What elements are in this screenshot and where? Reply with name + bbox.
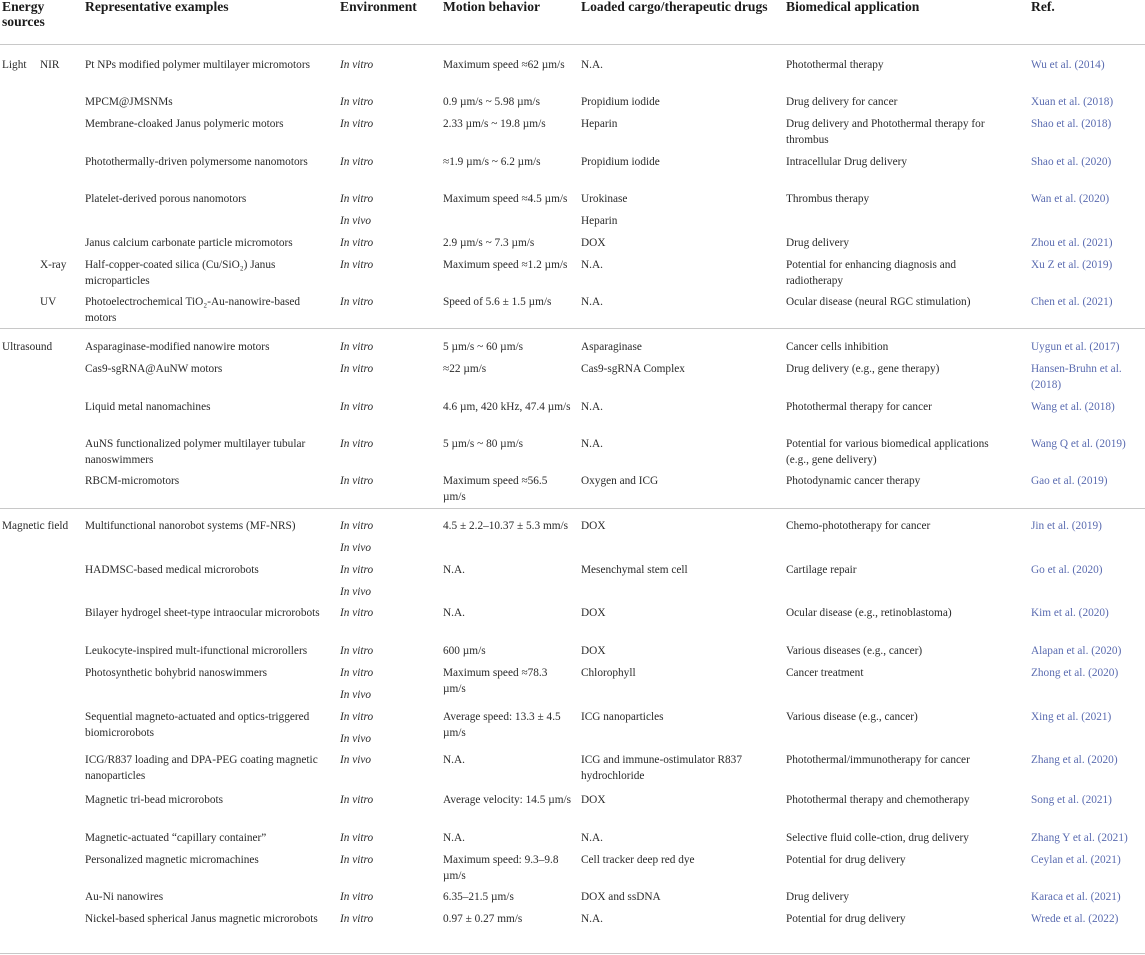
cell-ref: Zhong et al. (2020) <box>1031 667 1119 679</box>
cell-cargo: N.A. <box>581 438 603 450</box>
cell-env: In vitro <box>340 854 374 866</box>
cell-motion: 5 µm/s ~ 60 µm/s <box>443 341 524 353</box>
cell-cargo: DOX <box>581 520 606 532</box>
cell-env: In vitro <box>340 645 374 657</box>
cell-motion: Speed of 5.6 ± 1.5 µm/s <box>443 296 552 308</box>
cell-cargo: Mesenchymal stem cell <box>581 564 688 576</box>
cell-application: Drug delivery <box>786 891 850 903</box>
cell-motion: Average speed: 13.3 ± 4.5 µm/s <box>443 711 561 739</box>
cell-ref: Wu et al. (2014) <box>1031 59 1105 71</box>
header-motion: Motion behavior <box>443 0 541 14</box>
cell-application: Cartilage repair <box>786 564 857 576</box>
cell-example: Magnetic tri-bead microrobots <box>85 794 224 806</box>
cell-example: Bilayer hydrogel sheet-type intraocular microrobots <box>85 607 320 619</box>
cell-application: Drug delivery for cancer <box>786 96 898 108</box>
cell-cargo: Asparaginase <box>581 341 642 353</box>
cell-application: Cancer treatment <box>786 667 864 679</box>
cell-motion: ≈1.9 µm/s ~ 6.2 µm/s <box>443 156 541 168</box>
cell-motion: N.A. <box>443 832 465 844</box>
cell-example: Membrane-cloaked Janus polymeric motors <box>85 118 284 130</box>
cell-cargo: Oxygen and ICG <box>581 475 659 487</box>
cell-example: Pt NPs modified polymer multilayer micromotors <box>85 59 310 71</box>
cell-env: In vitro <box>340 96 374 108</box>
cell-cargo: Cell tracker deep red dye <box>581 854 695 866</box>
header-cargo: Loaded cargo/therapeutic drugs <box>581 0 768 14</box>
cell-application: Ocular disease (neural RGC stimulation) <box>786 296 971 308</box>
cell-application: Photothermal therapy and chemotherapy <box>786 794 970 806</box>
header-environment: Environment <box>340 0 417 14</box>
cell-application: Cancer cells inhibition <box>786 341 889 353</box>
cell-cargo: DOX <box>581 237 606 249</box>
cell-application: Various disease (e.g., cancer) <box>786 711 918 723</box>
cell-ref: Xu Z et al. (2019) <box>1031 259 1113 271</box>
cell-example: Multifunctional nanorobot systems (MF-NRS) <box>85 520 296 532</box>
cell-application: Potential for drug delivery <box>786 913 906 925</box>
cell-example: AuNS functionalized polymer multilayer tubular nanoswimmers <box>85 438 306 466</box>
cell-motion: Maximum speed: 9.3–9.8 µm/s <box>443 854 559 882</box>
cell-env: In vitro <box>340 59 374 71</box>
cell-example: Nickel-based spherical Janus magnetic microrobots <box>85 913 318 925</box>
cell-example: Janus calcium carbonate particle micromotors <box>85 237 293 249</box>
cell-motion: 5 µm/s ~ 80 µm/s <box>443 438 524 450</box>
cell-motion: Maximum speed ≈56.5 µm/s <box>443 475 548 503</box>
cell-motion: 4.5 ± 2.2–10.37 ± 5.3 mm/s <box>443 520 569 532</box>
cell-env: In vitro <box>340 564 374 576</box>
cell-motion: 0.97 ± 0.27 mm/s <box>443 913 523 925</box>
cell-cargo: Propidium iodide <box>581 96 660 108</box>
cell-motion: 6.35–21.5 µm/s <box>443 891 514 903</box>
group-uv: UV <box>40 296 57 308</box>
cell-env: In vivo <box>340 689 372 701</box>
cell-env: In vitro <box>340 259 374 271</box>
cell-cargo: Urokinase <box>581 193 628 205</box>
cell-example: Cas9-sgRNA@AuNW motors <box>85 363 223 375</box>
cell-application: Potential for drug delivery <box>786 854 906 866</box>
cell-ref: Zhang Y et al. (2021) <box>1031 832 1128 844</box>
cell-example: Photoelectrochemical TiO₂-Au-nanowire-based motors <box>85 296 301 324</box>
cell-application: Photodynamic cancer therapy <box>786 475 921 487</box>
cell-env: In vitro <box>340 341 374 353</box>
cell-application: Photothermal therapy for cancer <box>786 401 932 413</box>
cell-application: Potential for enhancing diagnosis and radiotherapy <box>786 259 957 287</box>
header-energy: Energy sources <box>2 0 45 29</box>
cell-application: Potential for various biomedical applications (e.g., gene delivery) <box>786 438 989 466</box>
cell-ref: Gao et al. (2019) <box>1031 475 1108 487</box>
cell-motion: 4.6 µm, 420 kHz, 47.4 µm/s <box>443 401 571 413</box>
cell-env: In vitro <box>340 401 374 413</box>
cell-application: Photothermal therapy <box>786 59 884 71</box>
cell-example: Platelet-derived porous nanomotors <box>85 193 247 205</box>
cell-ref: Zhang et al. (2020) <box>1031 754 1118 766</box>
cell-ref: Jin et al. (2019) <box>1031 520 1102 532</box>
cell-env: In vitro <box>340 891 374 903</box>
cell-env: In vivo <box>340 586 372 598</box>
cell-env: In vitro <box>340 711 374 723</box>
cell-ref: Ceylan et al. (2021) <box>1031 854 1121 866</box>
cell-ref: Uygun et al. (2017) <box>1031 341 1120 353</box>
cell-example: Au-Ni nanowires <box>85 891 164 903</box>
cell-env: In vitro <box>340 156 374 168</box>
cell-example: Personalized magnetic micromachines <box>85 854 259 866</box>
cell-cargo: N.A. <box>581 259 603 271</box>
cell-application: Drug delivery <box>786 237 850 249</box>
cell-ref: Wang et al. (2018) <box>1031 401 1115 413</box>
cell-example: Photothermally-driven polymersome nanomotors <box>85 156 308 168</box>
cell-application: Ocular disease (e.g., retinoblastoma) <box>786 607 952 619</box>
cell-application: Chemo-phototherapy for cancer <box>786 520 931 532</box>
cell-example: Liquid metal nanomachines <box>85 401 211 413</box>
cell-example: Half-copper-coated silica (Cu/SiO₂) Janus microparticles <box>85 259 276 287</box>
cell-cargo: DOX <box>581 645 606 657</box>
cell-ref: Alapan et al. (2020) <box>1031 645 1122 657</box>
cell-env: In vitro <box>340 438 374 450</box>
cell-cargo: Heparin <box>581 118 618 130</box>
cell-ref: Chen et al. (2021) <box>1031 296 1113 308</box>
cell-cargo: DOX <box>581 794 606 806</box>
cell-application: Drug delivery (e.g., gene therapy) <box>786 363 940 375</box>
header-examples: Representative examples <box>85 0 229 14</box>
cell-example: Asparaginase-modified nanowire motors <box>85 341 270 353</box>
cell-example: ICG/R837 loading and DPA-PEG coating magnetic nanoparticles <box>85 754 318 782</box>
cell-ref: Go et al. (2020) <box>1031 564 1103 576</box>
cell-cargo: Cas9-sgRNA Complex <box>581 363 685 375</box>
group-ultrasound: Ultrasound <box>2 341 53 353</box>
cell-ref: Xing et al. (2021) <box>1031 711 1112 723</box>
cell-motion: 2.33 µm/s ~ 19.8 µm/s <box>443 118 546 130</box>
cell-motion: 600 µm/s <box>443 645 486 657</box>
cell-cargo: DOX and ssDNA <box>581 891 661 903</box>
cell-cargo: Propidium iodide <box>581 156 660 168</box>
cell-cargo: N.A. <box>581 401 603 413</box>
cell-env: In vitro <box>340 118 374 130</box>
cell-env: In vitro <box>340 667 374 679</box>
cell-motion: Maximum speed ≈78.3 µm/s <box>443 667 548 695</box>
cell-env: In vitro <box>340 913 374 925</box>
cell-cargo: Heparin <box>581 215 618 227</box>
cell-ref: Kim et al. (2020) <box>1031 607 1109 619</box>
section-divider <box>0 328 1145 329</box>
cell-example: HADMSC-based medical microrobots <box>85 564 259 576</box>
cell-cargo: DOX <box>581 607 606 619</box>
cell-env: In vivo <box>340 733 372 745</box>
table-bottom-rule <box>0 953 1145 954</box>
cell-cargo: ICG and immune-ostimulator R837 hydrochloride <box>581 754 742 782</box>
cell-application: Various diseases (e.g., cancer) <box>786 645 923 657</box>
group-magnetic: Magnetic field <box>2 520 69 532</box>
cell-motion: Maximum speed ≈62 µm/s <box>443 59 565 71</box>
cell-env: In vivo <box>340 754 372 766</box>
cell-ref: Wang Q et al. (2019) <box>1031 438 1126 450</box>
section-divider <box>0 508 1145 509</box>
cell-example: Magnetic-actuated “capillary container” <box>85 832 267 844</box>
cell-ref: Song et al. (2021) <box>1031 794 1112 806</box>
cell-ref: Hansen-Bruhn et al. (2018) <box>1031 363 1122 391</box>
cell-application: Drug delivery and Photothermal therapy for thrombus <box>786 118 985 146</box>
cell-env: In vitro <box>340 363 374 375</box>
cell-env: In vivo <box>340 215 372 227</box>
cell-application: Intracellular Drug delivery <box>786 156 908 168</box>
cell-env: In vitro <box>340 794 374 806</box>
cell-motion: ≈22 µm/s <box>443 363 487 375</box>
cell-motion: 0.9 µm/s ~ 5.98 µm/s <box>443 96 540 108</box>
cell-motion: Maximum speed ≈1.2 µm/s <box>443 259 568 271</box>
cell-example: MPCM@JMSNMs <box>85 96 173 108</box>
cell-ref: Wan et al. (2020) <box>1031 193 1110 205</box>
cell-example: Leukocyte-inspired mult-ifunctional microrollers <box>85 645 308 657</box>
cell-cargo: Chlorophyll <box>581 667 636 679</box>
cell-env: In vitro <box>340 237 374 249</box>
cell-example: Photosynthetic bohybrid nanoswimmers <box>85 667 267 679</box>
cell-env: In vitro <box>340 520 374 532</box>
cell-application: Thrombus therapy <box>786 193 870 205</box>
cell-env: In vivo <box>340 542 372 554</box>
group-light: Light <box>2 59 27 71</box>
cell-ref: Shao et al. (2018) <box>1031 118 1112 130</box>
group-nir: NIR <box>40 59 60 71</box>
cell-ref: Shao et al. (2020) <box>1031 156 1112 168</box>
cell-application: Selective fluid colle-ction, drug delivery <box>786 832 969 844</box>
cell-ref: Wrede et al. (2022) <box>1031 913 1119 925</box>
cell-cargo: N.A. <box>581 913 603 925</box>
cell-cargo: ICG nanoparticles <box>581 711 664 723</box>
cell-ref: Zhou et al. (2021) <box>1031 237 1113 249</box>
cell-motion: N.A. <box>443 564 465 576</box>
cell-env: In vitro <box>340 607 374 619</box>
cell-motion: Maximum speed ≈4.5 µm/s <box>443 193 568 205</box>
header-application: Biomedical application <box>786 0 920 14</box>
cell-motion: Average velocity: 14.5 µm/s <box>443 794 572 806</box>
cell-env: In vitro <box>340 475 374 487</box>
cell-example: Sequential magneto-actuated and optics-triggered biomicrorobots <box>85 711 310 739</box>
cell-cargo: N.A. <box>581 59 603 71</box>
cell-ref: Karaca et al. (2021) <box>1031 891 1121 903</box>
cell-cargo: N.A. <box>581 296 603 308</box>
cell-env: In vitro <box>340 832 374 844</box>
group-xray: X-ray <box>40 259 67 271</box>
table-header <box>0 0 1145 45</box>
cell-motion: N.A. <box>443 754 465 766</box>
cell-env: In vitro <box>340 296 374 308</box>
cell-ref: Xuan et al. (2018) <box>1031 96 1114 108</box>
cell-application: Photothermal/immunotherapy for cancer <box>786 754 970 766</box>
cell-cargo: N.A. <box>581 832 603 844</box>
cell-motion: N.A. <box>443 607 465 619</box>
header-ref: Ref. <box>1031 0 1055 14</box>
cell-env: In vitro <box>340 193 374 205</box>
cell-motion: 2.9 µm/s ~ 7.3 µm/s <box>443 237 535 249</box>
cell-example: RBCM-micromotors <box>85 475 180 487</box>
